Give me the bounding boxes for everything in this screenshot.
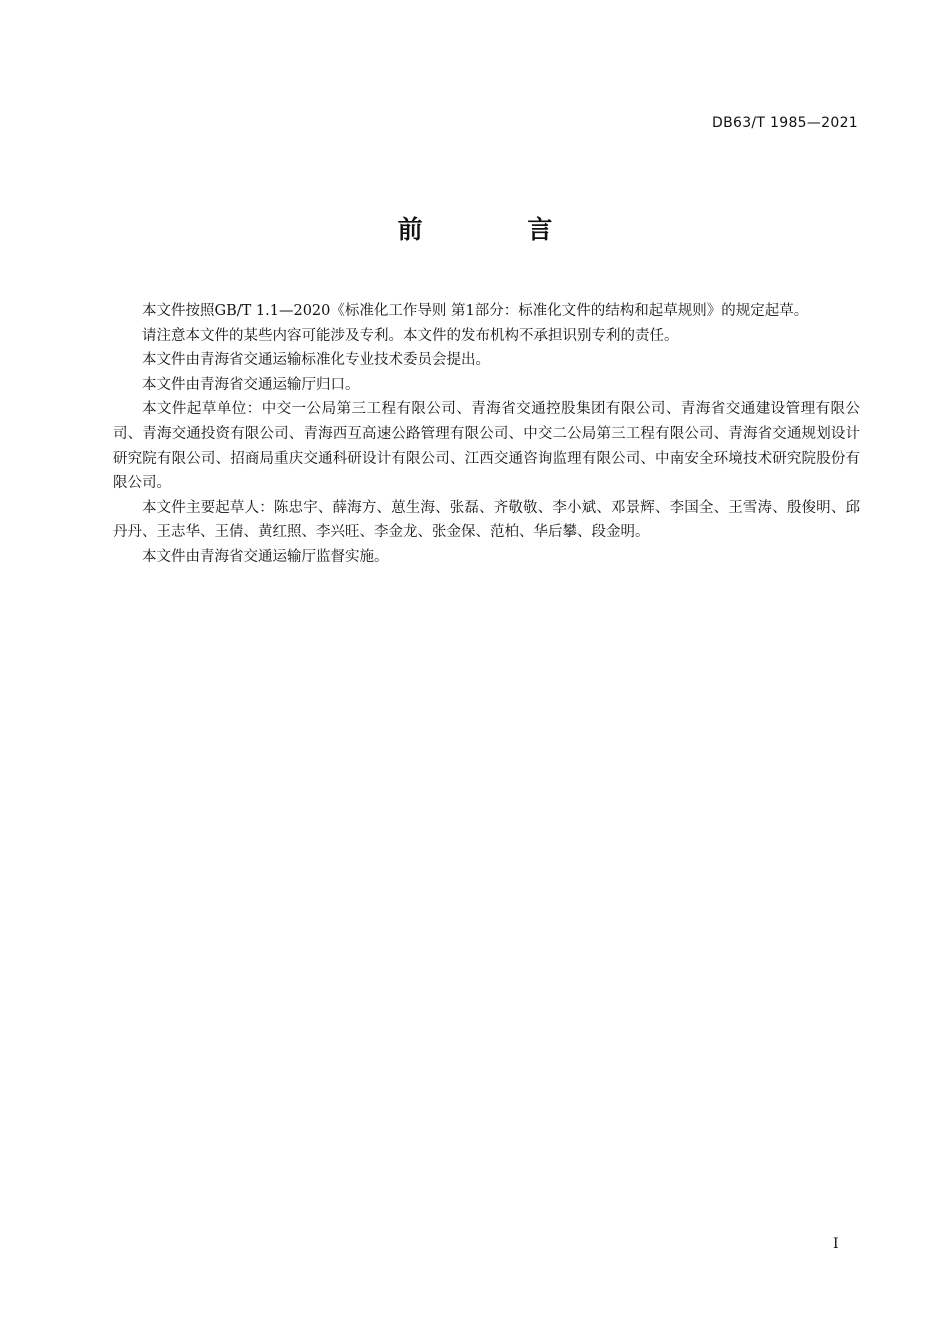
paragraph-drafting-rules: 本文件按照GB/T 1.1—2020《标准化工作导则 第1部分：标准化文件的结构和起草规则》的规定起草。 [142, 303, 809, 319]
paragraph-administered-by: 本文件由青海省交通运输厅归口。 [142, 376, 360, 393]
paragraph-drafting-units: 本文件起草单位：中交一公局第三工程有限公司、青海省交通控股集团有限公司、青海省交通建设管理有限公司、青海交通投资有限公司、青海西互高速公路管理有限公司、中交二公局第三工程有限公司、青海省交通规划设计研究院有限公司、招商局重庆交通科研设计有限公司、江西交通咨询监理有限公司、中南安全环境技术研究院股份有限公司。 [113, 401, 860, 492]
foreword-body [113, 299, 860, 570]
paragraph-supervised-by: 本文件由青海省交通运输厅监督实施。 [142, 548, 389, 565]
page-number: I [833, 1236, 839, 1252]
page-title: 前 言 [397, 215, 601, 244]
document-number: DB63/T 1985—2021 [712, 115, 858, 131]
paragraph-patent-notice: 请注意本文件的某些内容可能涉及专利。本文件的发布机构不承担识别专利的责任。 [142, 327, 679, 344]
paragraph-main-drafters: 本文件主要起草人：陈忠宇、薛海方、葸生海、张磊、齐敬敬、李小斌、邓景辉、李国全、王雪涛、殷俊明、邱丹丹、王志华、王倩、黄红照、李兴旺、李金龙、张金保、范柏、华后攀、段金明。 [113, 499, 860, 541]
paragraph-proposed-by: 本文件由青海省交通运输标准化专业技术委员会提出。 [142, 352, 490, 369]
